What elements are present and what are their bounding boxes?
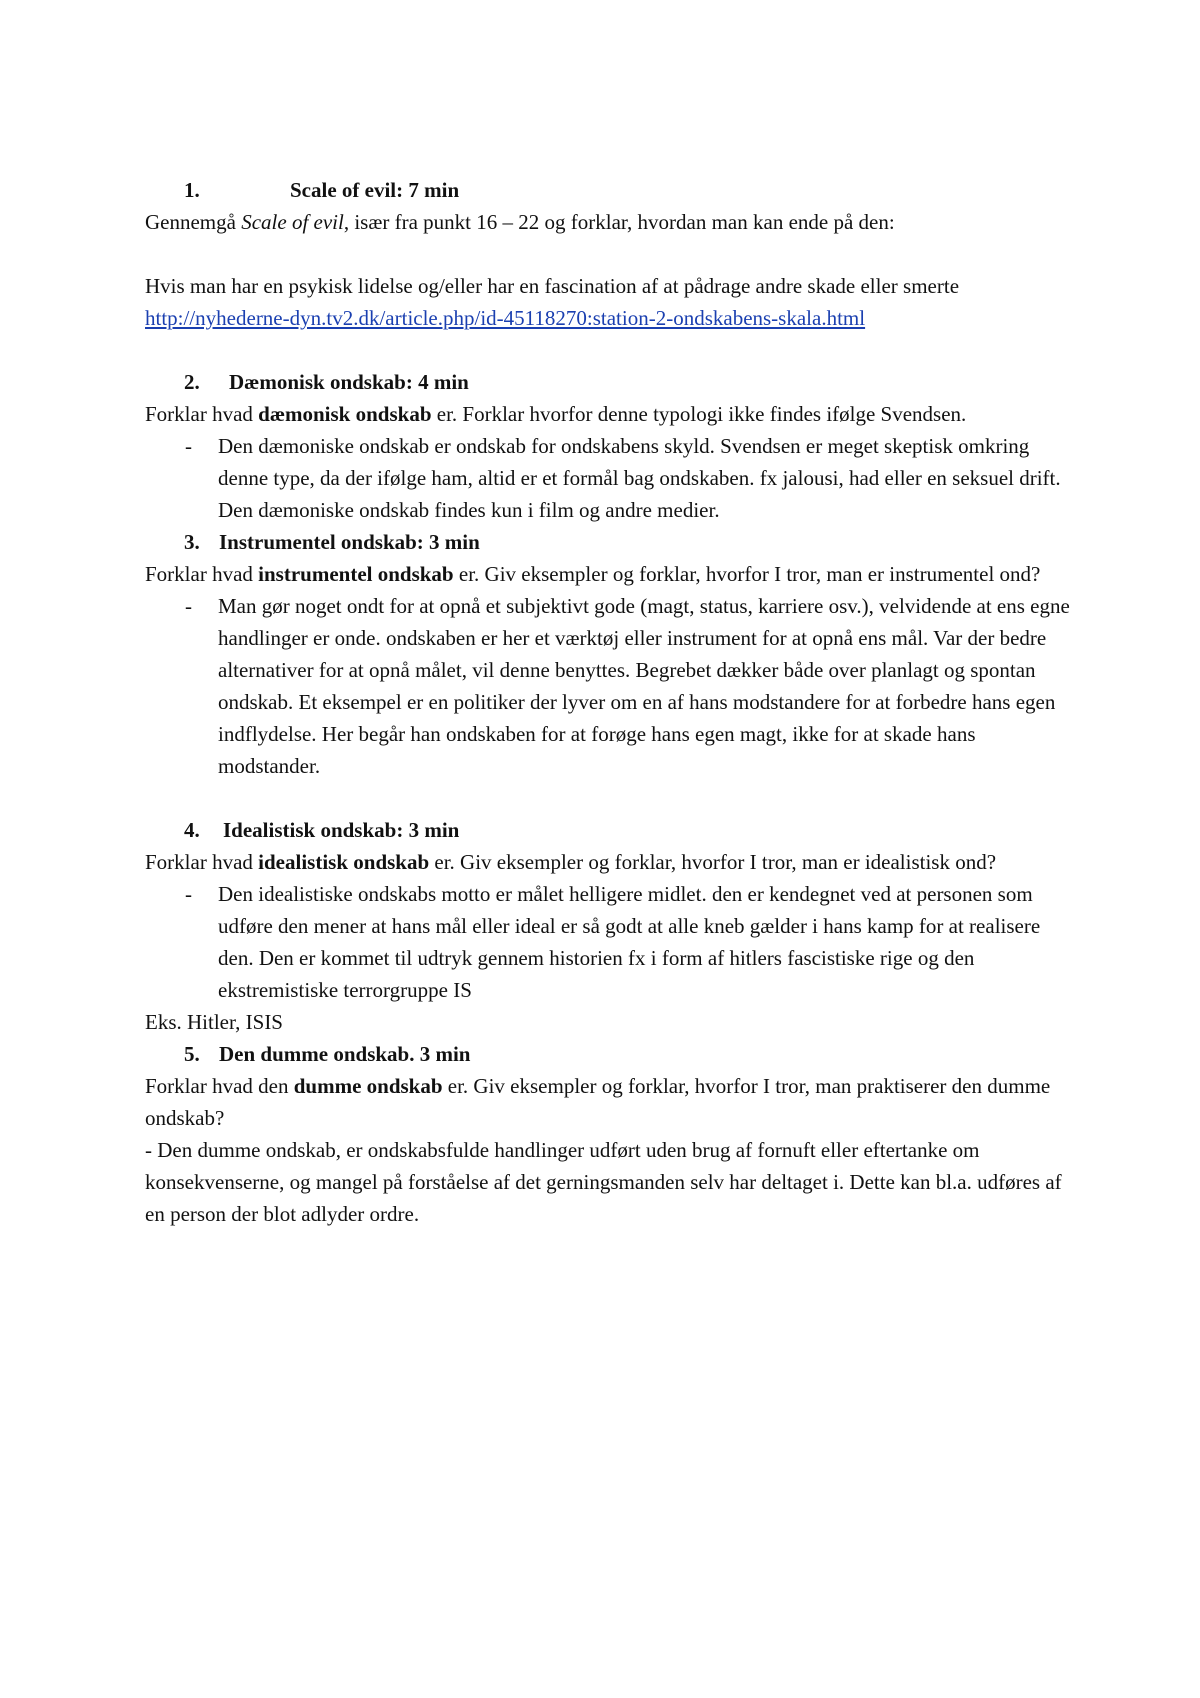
section-4-title: Idealistisk ondskab: 3 min xyxy=(223,818,460,842)
section-2-number: 2. xyxy=(184,370,200,394)
section-1-intro-italic: Scale of evil xyxy=(241,210,344,234)
document-content xyxy=(145,174,1075,1230)
section-2-question-end: er. Forklar hvorfor denne typologi ikke findes ifølge Svendsen. xyxy=(431,402,967,426)
section-2-heading xyxy=(145,366,1075,398)
section-1-heading xyxy=(145,174,1075,206)
section-4-question-start: Forklar hvad xyxy=(145,850,259,874)
section-5-question-bold: dumme ondskab xyxy=(293,1074,443,1098)
section-5-title: Den dumme ondskab. 3 min xyxy=(219,1042,471,1066)
section-4-bullet xyxy=(145,878,1075,1006)
section-3-question-end: er. Giv eksempler og forklar, hvorfor I tror, man er instrumentel ond? xyxy=(453,562,1041,586)
section-2-question-bold: dæmonisk ondskab xyxy=(258,402,432,426)
section-3-heading xyxy=(145,526,1075,558)
section-4-question xyxy=(145,846,1075,878)
section-4-bullet-text: Den idealistiske ondskabs motto er målet helligere midlet. den er kendegnet ved at personen som udføre den mener at hans mål eller ideal er så godt at alle kneb gælder i hans kamp for at realisere den. Den er kommet til udtryk gennem historien fx i form af hitlers fascistiske rige og den ekstremistiske terrorgruppe IS xyxy=(218,882,1041,1002)
section-3-bullet xyxy=(145,590,1075,782)
section-5-question-start: Forklar hvad den xyxy=(145,1074,294,1098)
section-2-bullet xyxy=(145,430,1075,526)
section-2-bullet-text: Den dæmoniske ondskab er ondskab for ondskabens skyld. Svendsen er meget skeptisk omkring denne type, da der ifølge ham, altid er et formål bag ondskaben. fx jalousi, had eller en seksuel drift. Den dæmoniske ondskab findes kun i film og andre medier. xyxy=(218,434,1061,522)
section-3-question-bold: instrumentel ondskab xyxy=(258,562,454,586)
section-5-question-end: er. Giv eksempler og forklar, hvorfor I tror, man praktiserer den dumme ondskab? xyxy=(145,1074,1051,1130)
section-3-question-start: Forklar hvad xyxy=(145,562,259,586)
section-1-answer: Hvis man har en psykisk lidelse og/eller har en fascination af at pådrage andre skade eller smerte xyxy=(145,274,960,298)
section-4-question-bold: idealistisk ondskab xyxy=(258,850,430,874)
section-3-bullet-text: Man gør noget ondt for at opnå et subjektivt gode (magt, status, karriere osv.), velvidende at ens egne handlinger er onde. ondskaben er her et værktøj eller instrument for at opnå ens mål. Var der bedre alternativer for at opnå målet, vil denne benyttes. Begrebet dækker både over planlagt og spontan ondskab. Et eksempel er en politiker der lyver om en af hans modstandere for at forbedre hans egen indflydelse. Her begår han ondskaben for at forøge hans egen magt, ikke for at skade hans modstander. xyxy=(218,594,1070,778)
section-3-number: 3. xyxy=(184,530,200,554)
bullet-dash: - xyxy=(185,434,192,458)
section-2-question xyxy=(145,398,1075,430)
section-1-link[interactable]: http://nyhederne-dyn.tv2.dk/article.php/id-45118270:station-2-ondskabens-skala.html xyxy=(145,306,866,330)
bullet-dash: - xyxy=(185,882,192,906)
section-3-title: Instrumentel ondskab: 3 min xyxy=(219,530,480,554)
section-5-answer: - Den dumme ondskab, er ondskabsfulde handlinger udført uden brug af fornuft eller eftertanke om konsekvenserne, og mangel på forståelse af det gerningsmanden selv har deltaget i. Dette kan bl.a. udføres af en person der blot adlyder ordre. xyxy=(145,1138,1062,1226)
bullet-dash: - xyxy=(185,594,192,618)
section-3-question xyxy=(145,558,1075,590)
section-1-intro-end: , især fra punkt 16 – 22 og forklar, hvordan man kan ende på den: xyxy=(343,210,895,234)
section-1-intro-start: Gennemgå xyxy=(145,210,242,234)
section-4-question-end: er. Giv eksempler og forklar, hvorfor I tror, man er idealistisk ond? xyxy=(429,850,997,874)
section-4-example: Eks. Hitler, ISIS xyxy=(145,1010,283,1034)
section-2-question-start: Forklar hvad xyxy=(145,402,259,426)
section-1-number: 1. xyxy=(184,178,200,202)
section-4-heading xyxy=(145,814,1075,846)
section-5-number: 5. xyxy=(184,1042,200,1066)
section-5-heading xyxy=(145,1038,1075,1070)
section-1-title: Scale of evil: 7 min xyxy=(290,178,460,202)
section-5-question xyxy=(145,1070,1075,1134)
section-1-intro xyxy=(145,206,1075,238)
section-4-number: 4. xyxy=(184,818,200,842)
section-2-title: Dæmonisk ondskab: 4 min xyxy=(229,370,469,394)
